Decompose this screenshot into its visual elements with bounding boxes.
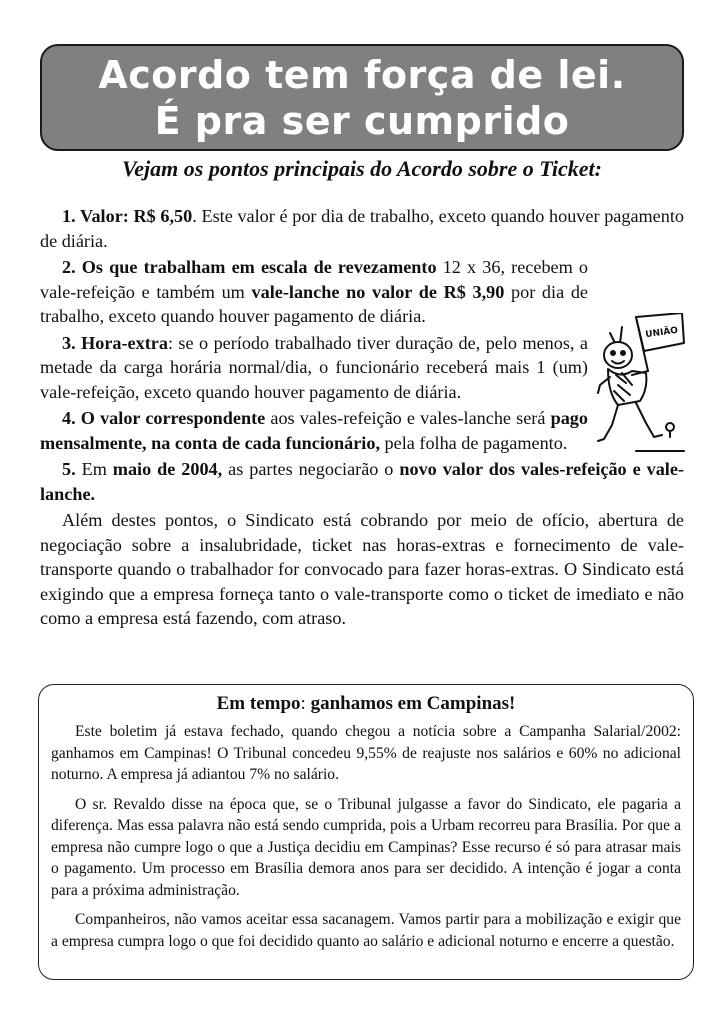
point-5: [40, 457, 684, 506]
point-2-emphasis: vale-lanche no valor de R$ 3,90: [251, 281, 505, 302]
flag-text: UNIÃO: [644, 325, 679, 341]
box-title-sep: :: [300, 693, 311, 714]
point-5-text-a: Em: [75, 459, 113, 479]
point-5-text-b: as partes negociarão o: [222, 459, 400, 479]
point-3-heading: 3. Hora-extra: [62, 332, 168, 353]
point-4-text-a: aos vales-refeição e vales-lanche será: [265, 408, 551, 428]
agreement-points: [40, 204, 684, 633]
box-paragraph-2: O sr. Revaldo disse na época que, se o Tribunal julgasse a favor do Sindicato, ele pagaria a diferença. Mas essa palavra não está sendo cumprida, pois a Urbam recorreu para Brasília. Por que a empresa não cumpre logo o que a Justiça decidiu em Campinas? Esse recurso é só para atrasar mais o pagamento. Um processo em Brasília demora anos para ser decidido. A intenção é jogar a conta para a próxima administração.: [51, 795, 681, 899]
point-1-heading: 1. Valor: R$ 6,50: [62, 206, 193, 226]
point-3-text: : se o período trabalhado tiver duração de, pelo menos, a metade da carga horária normal/dia, o funcionário receberá mais 1 (um) vale-refeição, exceto quando houver pagamento de diária.: [40, 332, 588, 402]
point-4-text-b: pela folha de pagamento.: [380, 432, 568, 453]
point-1-text: . Este valor é por dia de trabalho, exceto quando houver pagamento de diária.: [40, 206, 685, 251]
point-5-emphasis: novo valor dos vales-refeição e vale-lanche.: [40, 459, 684, 504]
headline-banner: [40, 44, 684, 151]
box-paragraph-3: Companheiros, não vamos aceitar essa sacanagem. Vamos partir para a mobilização e exigir que a empresa cumpra logo o que foi decidido quanto ao salário e adicional noturno e encerre a questão.: [51, 911, 681, 950]
point-2: [40, 255, 588, 329]
point-2-heading: 2. Os que trabalham em escala de revezamento: [62, 257, 437, 277]
box-paragraph-1: Este boletim já estava fechado, quando chegou a notícia sobre a Campanha Salarial/2002: ganhamos em Campinas! O Tribunal concedeu 9,55% de reajuste nos salários e 60% no adicional noturno. A empresa já adiantou 7% no salário.: [51, 723, 681, 783]
headline-line-1: Acordo tem força de lei.: [98, 52, 626, 97]
point-1: [40, 204, 684, 253]
point-2-text-a: 12 x 36, recebem o vale-refeição e também um: [40, 257, 588, 302]
point-5-date: maio de 2004,: [112, 459, 223, 479]
point-5-heading: 5.: [62, 459, 76, 479]
closing-paragraph: Além destes pontos, o Sindicato está cobrando por meio de ofício, abertura de negociação sobre a insalubridade, ticket nas horas-extras e fornecimento de vale-transporte quando o trabalhador for convocado para fazer horas-extras. O Sindicato está exigindo que a empresa forneça tanto o vale-transporte como o ticket de imediato e não como a empresa está fazendo, com atraso.: [40, 510, 684, 628]
point-4-heading: 4. O valor correspondente: [62, 408, 266, 428]
point-4: [40, 406, 588, 455]
point-4-emphasis: pago mensalmente, na conta de cada funcionário,: [40, 408, 588, 453]
point-3: [40, 331, 588, 405]
worker-flag-cartoon-icon: [596, 313, 686, 455]
headline-line-2: É pra ser cumprido: [154, 98, 570, 143]
box-title: [51, 691, 681, 717]
point-2-text-b: por dia de trabalho, exceto quando houver pagamento de diária.: [40, 281, 588, 326]
box-title-b: ganhamos em Campinas!: [310, 693, 516, 714]
subtitle: Vejam os pontos principais do Acordo sobre o Ticket:: [122, 156, 602, 181]
box-title-a: Em tempo: [216, 693, 301, 714]
news-box: [38, 684, 694, 980]
